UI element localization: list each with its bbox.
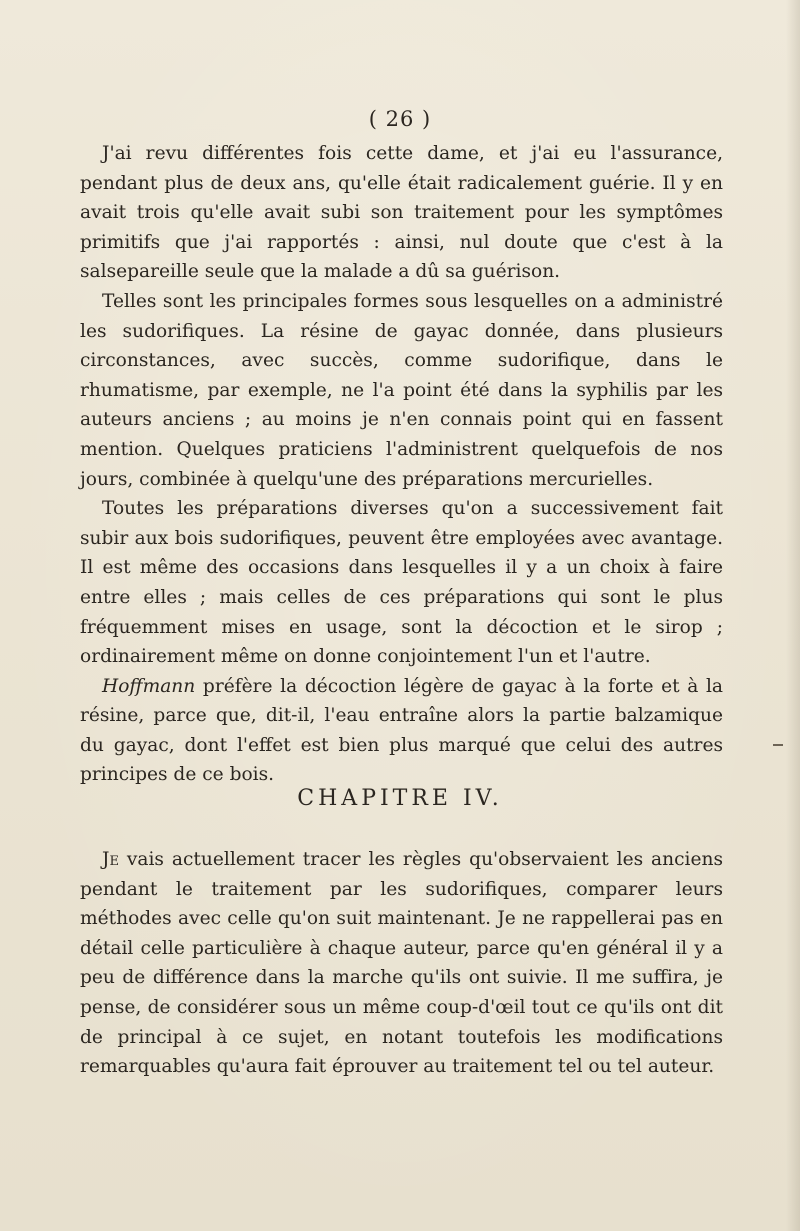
paragraph-1: J'ai revu différentes fois cette dame, et j'ai eu l'assurance, pendant plus de deux ans, qu'elle était radicalement guérie. Il y en avait trois qu'elle avait subi son traitement pour les symptômes primitifs que j'ai rapportés : ainsi, nul doute que c'est à la salsepareille seule que la malade a dû sa guérison. bbox=[80, 143, 723, 283]
paragraph-4-text: préfère la décoction légère de gayac à la forte et à la résine, parce que, dit-il, l'eau entraîne alors la partie balzamique du gayac, dont l'effet est bien plus marqué que celui des autres principes de ce bois. bbox=[80, 675, 723, 786]
chapter-heading: CHAPITRE IV. bbox=[297, 786, 503, 811]
body-text-before-chapter bbox=[80, 139, 723, 790]
paragraph-3: Toutes les préparations diverses qu'on a successivement fait subir aux bois sudorifiques, peuvent être employées avec avantage. Il est même des occasions dans lesquelles il y a un choix à faire entre elles ; mais celles de ces préparations qui sont le plus fréquemment mises en usage, sont la décoction et le sirop ; ordinairement même on donne conjointement l'un et l'autre. bbox=[80, 498, 723, 668]
page-number: ( 26 ) bbox=[368, 107, 432, 131]
chapter-first-words: Je bbox=[102, 849, 119, 870]
chapter-body-text bbox=[80, 845, 723, 1082]
paragraph-2: Telles sont les principales formes sous lesquelles on a administré les sudorifiques. La résine de gayac donnée, dans plusieurs circonstances, avec succès, comme sudorifique, dans le rhumatisme, par exemple, ne l'a point été dans la syphilis par les auteurs anciens ; au moins je n'en connais point qui en fassent mention. Quelques praticiens l'administrent quelquefois de nos jours, combinée à quelqu'une des préparations mercurielles. bbox=[80, 290, 723, 490]
chapter-paragraph-1-text: vais actuellement tracer les règles qu'observaient les anciens pendant le traitement par les sudorifiques, comparer leurs méthodes avec celle qu'on suit maintenant. Je ne rappellerai pas en détail celle particulière à chaque auteur, parce qu'en général il y a peu de différence dans la marche qu'ils ont suivie. Il me suffira, je pense, de considérer sous un même coup-d'œil tout ce qu'ils ont dit de principal à ce sujet, en notant toutefois les modifications remarquables qu'aura fait éprouver au traitement tel ou tel auteur. bbox=[80, 849, 723, 1078]
author-name-hoffmann: Hoffmann bbox=[102, 675, 196, 697]
paragraph-4 bbox=[80, 672, 723, 790]
page-edge-shadow bbox=[786, 0, 800, 1231]
margin-mark bbox=[773, 744, 783, 746]
chapter-paragraph-1 bbox=[80, 845, 723, 1082]
